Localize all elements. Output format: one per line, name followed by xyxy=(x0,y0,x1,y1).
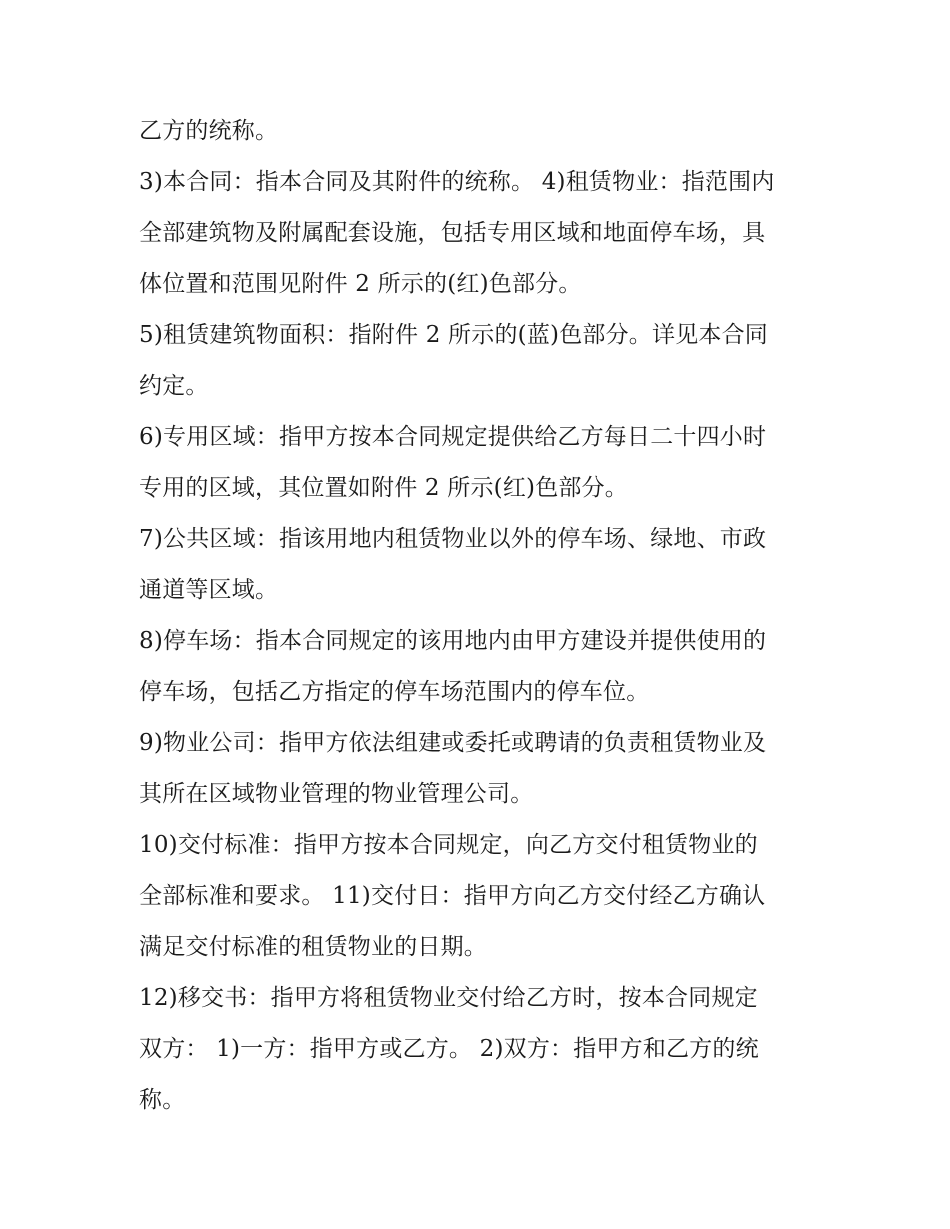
text-line: 满足交付标准的租赁物业的日期。 xyxy=(139,934,487,960)
text-line: 3)本合同：指本合同及其附件的统称。 4)租赁物业：指范围内 xyxy=(139,169,775,195)
text-line: 称。 xyxy=(139,1087,186,1113)
text-line: 约定。 xyxy=(139,373,209,399)
text-line: 12)移交书：指甲方将租赁物业交付给乙方时，按本合同规定 xyxy=(139,985,758,1011)
text-line: 10)交付标准：指甲方按本合同规定，向乙方交付租赁物业的 xyxy=(139,832,758,858)
text-line: 体位置和范围见附件 2 所示的(红)色部分。 xyxy=(139,271,582,297)
text-line: 专用的区域，其位置如附件 2 所示(红)色部分。 xyxy=(139,475,629,501)
text-line: 乙方的统称。 xyxy=(139,118,279,144)
text-line: 5)租赁建筑物面积：指附件 2 所示的(蓝)色部分。详见本合同 xyxy=(139,322,769,348)
text-line: 全部建筑物及附属配套设施，包括专用区域和地面停车场，具 xyxy=(139,220,766,246)
text-line: 6)专用区域：指甲方按本合同规定提供给乙方每日二十四小时 xyxy=(139,424,767,450)
text-line: 8)停车场：指本合同规定的该用地内由甲方建设并提供使用的 xyxy=(139,628,767,654)
text-line: 7)公共区域：指该用地内租赁物业以外的停车场、绿地、市政 xyxy=(139,526,767,552)
text-line: 双方： 1)一方：指甲方或乙方。 2)双方：指甲方和乙方的统 xyxy=(139,1036,759,1062)
text-line: 全部标准和要求。 11)交付日：指甲方向乙方交付经乙方确认 xyxy=(139,883,766,909)
document-body xyxy=(139,106,819,1126)
text-line: 其所在区域物业管理的物业管理公司。 xyxy=(139,781,534,807)
text-line: 停车场，包括乙方指定的停车场范围内的停车位。 xyxy=(139,679,650,705)
text-line: 9)物业公司：指甲方依法组建或委托或聘请的负责租赁物业及 xyxy=(139,730,767,756)
text-line: 通道等区域。 xyxy=(139,577,279,603)
